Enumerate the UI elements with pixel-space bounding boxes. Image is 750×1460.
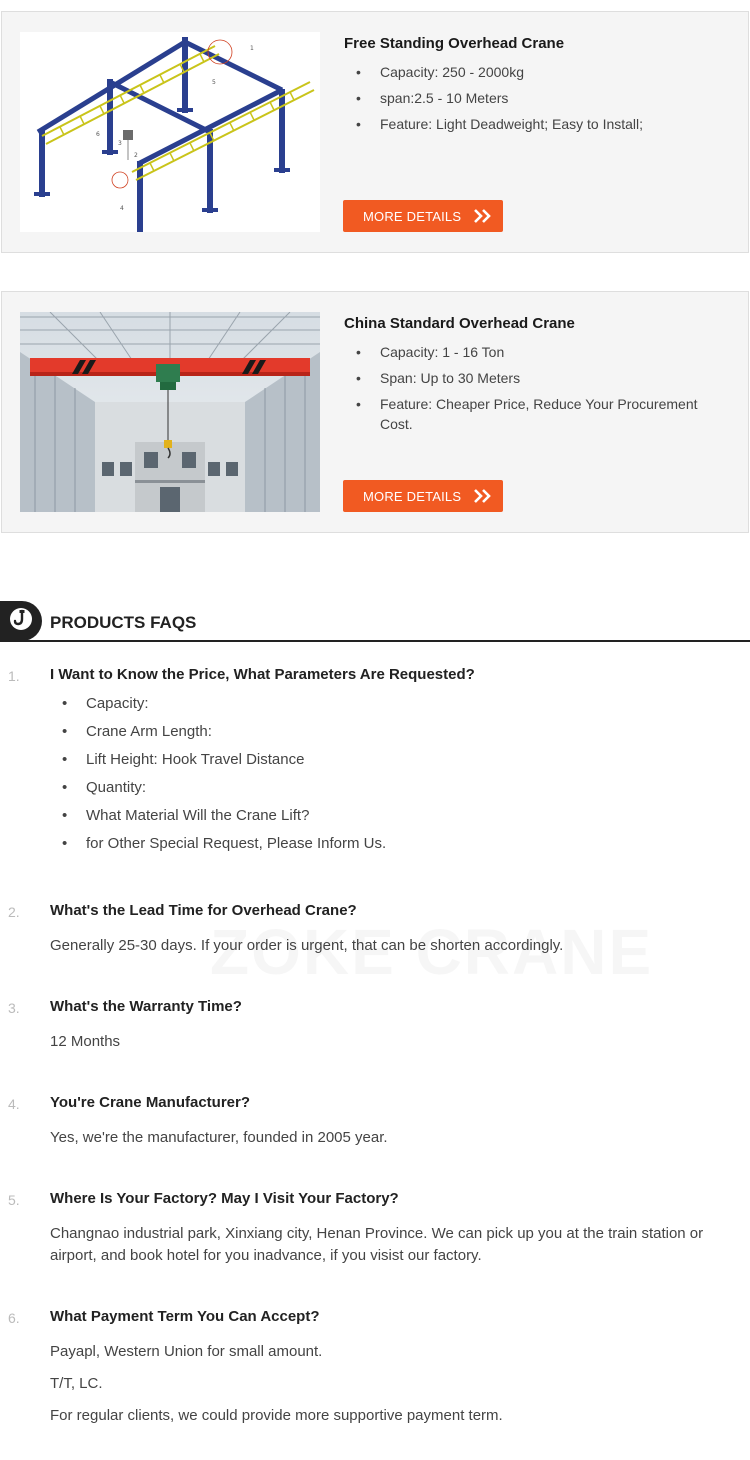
list-text: Lift Height: Hook Travel Distance: [86, 751, 305, 768]
answer-text: Changnao industrial park, Xinxiang city, Henan Province. We can pick up you at the train station or airport, and book hotel for you inadvance, if you visist our factory.: [50, 1225, 704, 1264]
spec-item: [354, 62, 734, 82]
spec-text: Feature: Light Deadweight; Easy to Install;: [380, 116, 644, 132]
answer-text: Payapl, Western Union for small amount.: [50, 1343, 323, 1360]
faq-number: 3.: [8, 1000, 20, 1016]
more-details-label: MORE DETAILS: [363, 208, 462, 224]
faq-question: Where Is Your Factory? May I Visit Your Factory?: [50, 1190, 399, 1207]
faq-title: PRODUCTS FAQS: [50, 613, 197, 632]
bullet: •: [356, 344, 361, 360]
list-item: [60, 830, 386, 858]
spec-item: [354, 342, 734, 362]
bullet: •: [62, 835, 68, 852]
answer-text: Yes, we're the manufacturer, founded in 2005 year.: [50, 1129, 388, 1146]
double-chevron-right-icon: [473, 488, 493, 504]
spec-text: span:2.5 - 10 Meters: [380, 90, 509, 106]
more-details-button[interactable]: [343, 200, 503, 232]
spec-text: Capacity: 1 - 16 Ton: [380, 344, 505, 360]
faq-question: What's the Lead Time for Overhead Crane?: [50, 902, 357, 919]
faq-number: 4.: [8, 1096, 20, 1112]
faq-param-list: [60, 690, 386, 858]
faq-answer: [50, 1223, 730, 1277]
list-item: [60, 690, 386, 718]
faq-answer: [50, 1341, 730, 1437]
product-card-china-standard: [1, 291, 749, 533]
bullet: •: [356, 116, 361, 132]
hook-icon: [8, 606, 34, 637]
faq-answer: [50, 1031, 730, 1063]
bullet: •: [62, 779, 68, 796]
product-image[interactable]: [20, 32, 320, 232]
more-details-label: MORE DETAILS: [363, 488, 462, 504]
bullet: •: [62, 807, 68, 824]
spec-item: [354, 394, 734, 434]
faq-number: 5.: [8, 1192, 20, 1208]
faq-number: 1.: [8, 668, 20, 684]
svg-text:2: 2: [134, 152, 138, 159]
faq-answer: [50, 935, 730, 967]
product-card-free-standing: [1, 11, 749, 253]
list-text: What Material Will the Crane Lift?: [86, 807, 310, 824]
bullet: •: [356, 64, 361, 80]
product-title: Free Standing Overhead Crane: [344, 35, 565, 52]
double-chevron-right-icon: [473, 208, 493, 224]
list-text: Capacity:: [86, 695, 149, 712]
spec-text: Feature: Cheaper Price, Reduce Your Procurement Cost.: [380, 396, 698, 432]
answer-text: 12 Months: [50, 1033, 121, 1050]
faq-section-header: [0, 601, 750, 642]
product-title: China Standard Overhead Crane: [344, 315, 575, 332]
spec-list: [354, 342, 734, 440]
spec-list: [354, 62, 734, 140]
bullet: •: [356, 90, 361, 106]
answer-text: For regular clients, we could provide more supportive payment term.: [50, 1407, 503, 1424]
faq-number: 2.: [8, 904, 20, 920]
crane-drawing: [20, 32, 320, 232]
answer-text: T/T, LC.: [50, 1375, 103, 1392]
spec-item: [354, 114, 734, 134]
faq-icon-badge: [0, 601, 42, 641]
list-text: Quantity:: [86, 779, 147, 796]
faq-question: You're Crane Manufacturer?: [50, 1094, 250, 1111]
svg-text:1: 1: [250, 45, 254, 52]
svg-text:4: 4: [120, 205, 124, 212]
spec-item: [354, 368, 734, 388]
faq-answer: [50, 1127, 730, 1159]
list-text: Crane Arm Length:: [86, 723, 212, 740]
bullet: •: [62, 723, 68, 740]
faq-question: What Payment Term You Can Accept?: [50, 1308, 320, 1325]
spec-text: Capacity: 250 - 2000kg: [380, 64, 524, 80]
svg-text:6: 6: [96, 131, 100, 138]
product-image[interactable]: [20, 312, 320, 512]
list-item: [60, 774, 386, 802]
bullet: •: [62, 695, 68, 712]
spec-item: [354, 88, 734, 108]
svg-text:3: 3: [118, 140, 122, 147]
list-text: for Other Special Request, Please Inform Us.: [86, 835, 387, 852]
list-item: [60, 746, 386, 774]
list-item: [60, 718, 386, 746]
svg-text:5: 5: [212, 79, 216, 86]
bullet: •: [356, 370, 361, 386]
faq-number: 6.: [8, 1310, 20, 1326]
answer-text: Generally 25-30 days. If your order is urgent, that can be shorten accordingly.: [50, 937, 564, 954]
crane-photo: [20, 312, 320, 512]
faq-question: I Want to Know the Price, What Parameters Are Requested?: [50, 666, 475, 683]
bullet: •: [356, 396, 361, 412]
spec-text: Span: Up to 30 Meters: [380, 370, 521, 386]
bullet: •: [62, 751, 68, 768]
faq-question: What's the Warranty Time?: [50, 998, 242, 1015]
more-details-button[interactable]: [343, 480, 503, 512]
list-item: [60, 802, 386, 830]
